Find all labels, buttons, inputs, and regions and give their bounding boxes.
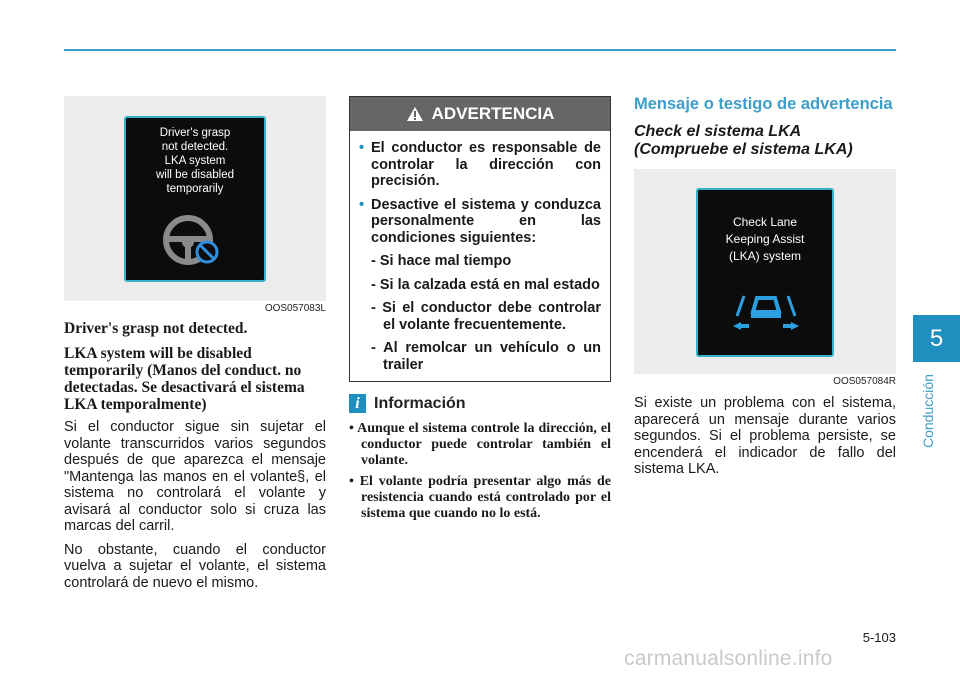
info-title: Información xyxy=(374,394,466,412)
warning-box xyxy=(349,96,611,382)
message-subheading: LKA system will be disabled temporarily (Manos del conduct. no detectadas. Se desactivará el sistema LKA temporalmente) xyxy=(64,345,305,413)
page-number: 5-103 xyxy=(862,630,896,645)
screen-line: temporarily xyxy=(166,183,224,195)
warning-header xyxy=(350,97,610,131)
warning-triangle-icon xyxy=(406,106,424,122)
info-icon: i xyxy=(349,394,366,413)
warning-title: ADVERTENCIA xyxy=(431,104,555,123)
watermark: carmanualsonline.info xyxy=(624,647,833,670)
warning-subitem: - Si hace mal tiempo xyxy=(371,253,512,269)
figure-caption: OOS057083L xyxy=(264,303,326,314)
figure-check-lka xyxy=(634,169,896,374)
section-subtitle: Check el sistema LKA (Compruebe el sistema LKA) xyxy=(634,123,853,158)
warning-subitem: - Si la calzada está en mal estado xyxy=(371,276,600,293)
column-2 xyxy=(349,96,611,527)
chapter-label: Conducción xyxy=(920,374,936,448)
paragraph: Si existe un problema con el sistema, aparecerá un mensaje durante varios segundos. Si el problema persiste, se encenderá el indicador de fallo del sistema LKA. xyxy=(634,395,896,477)
cluster-screen xyxy=(696,188,834,357)
section-title: Mensaje o testigo de advertencia xyxy=(634,95,893,113)
warning-subitem: - Si el conductor debe controlar el volante frecuentemente. xyxy=(371,300,601,333)
info-bullet: • El volante podría presentar algo más de resistencia cuando está controlado por el sistema que cuando no lo está. xyxy=(349,474,611,521)
figure-grasp-warning xyxy=(64,96,326,301)
info-header xyxy=(349,394,611,413)
screen-line: LKA system xyxy=(164,155,226,167)
cluster-screen xyxy=(124,116,266,282)
chapter-number: 5 xyxy=(929,324,944,352)
paragraph: Si el conductor sigue sin sujetar el volante transcurridos varios segundos después de que aparezca el mensaje "Mantenga las manos en el volante§, el sistema no controlará el volante y avisará al conductor solo si cruza las marcas del carril. xyxy=(64,419,326,534)
steering-wheel-icon xyxy=(158,212,228,270)
message-heading: Driver's grasp not detected. xyxy=(64,320,248,337)
screen-line: Check Lane xyxy=(732,215,798,229)
screen-line: not detected. xyxy=(161,141,229,153)
warning-bullet: • Desactive el sistema y conduzca personalmente en las condiciones siguientes: xyxy=(359,197,601,247)
screen-line: Keeping Assist xyxy=(725,232,805,246)
lka-car-icon xyxy=(731,282,801,330)
paragraph: No obstante, cuando el conductor vuelva a sujetar el volante, el sistema controlará de nuevo el mismo. xyxy=(64,541,326,591)
info-bullet: • Aunque el sistema controle la dirección, el conductor puede controlar también el volante. xyxy=(349,421,611,468)
screen-line: (LKA) system xyxy=(728,249,801,263)
warning-bullet: • El conductor es responsable de controlar la dirección con precisión. xyxy=(359,140,601,190)
column-3 xyxy=(634,96,896,485)
warning-subitem: - Al remolcar un vehículo o un trailer xyxy=(371,340,601,373)
header-rule xyxy=(64,49,896,51)
screen-line: Driver's grasp xyxy=(159,127,231,139)
figure-caption: OOS057084R xyxy=(833,376,896,387)
screen-line: will be disabled xyxy=(156,169,234,181)
column-1 xyxy=(64,96,326,598)
chapter-tab[interactable] xyxy=(913,315,960,362)
